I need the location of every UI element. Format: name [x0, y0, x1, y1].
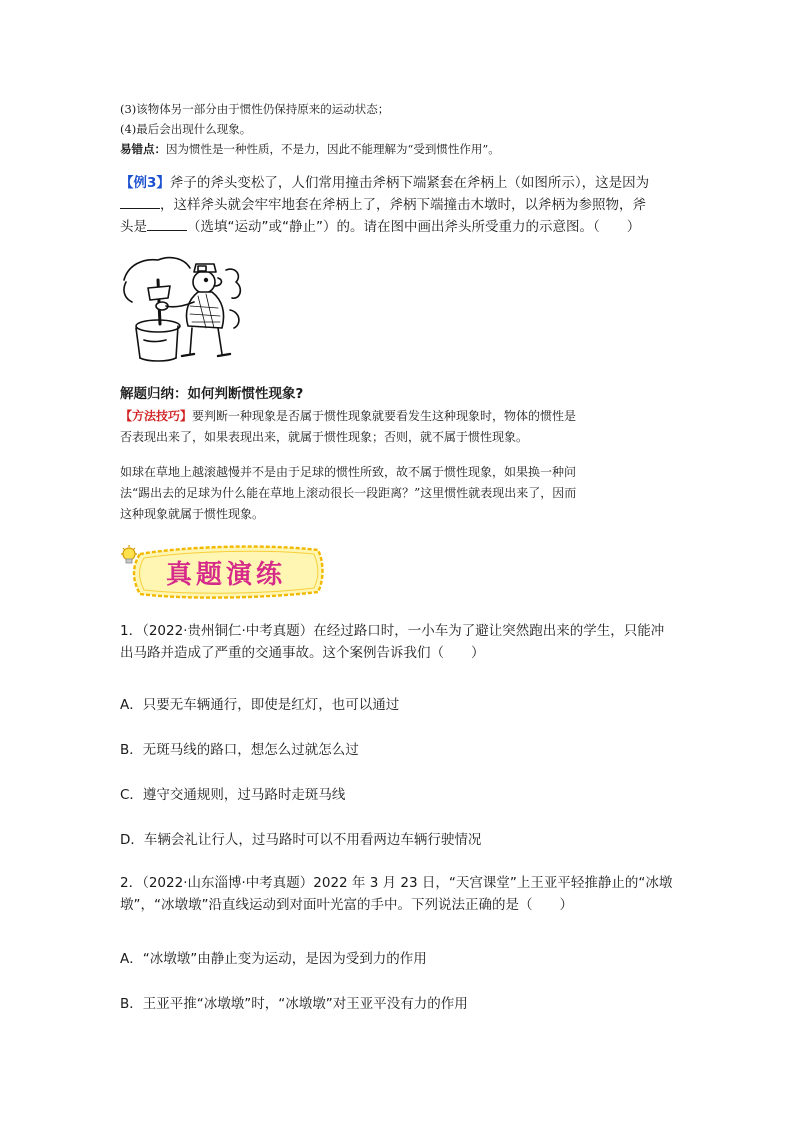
- method-line-1: 要判断一种现象是否属于惯性现象就要看发生这种现象时，物体的惯性是: [192, 409, 577, 423]
- summary-paragraph: [120, 462, 680, 525]
- q1-stem-line-2: 出马路并造成了严重的交通事故。这个案例告诉我们（ ）: [120, 645, 485, 661]
- example-line-2: ，这样斧头就会牢牢地套在斧柄上了，斧柄下端撞击木墩时，以斧柄为参照物，斧: [160, 197, 646, 213]
- para-line-1: 如球在草地上越滚越慢并不是由于足球的惯性所致，故不属于惯性现象，如果换一种问: [120, 465, 577, 479]
- example-line-1: 斧子的斧头变松了，人们常用撞击斧柄下端紧套在斧柄上（如图所示），这是因为: [169, 175, 650, 191]
- pitfall-text: 因为惯性是一种性质，不是力，因此不能理解为“受到惯性作用”。: [166, 142, 500, 156]
- answer-blank-2[interactable]: [147, 216, 187, 231]
- q1-option-a[interactable]: A．只要无车辆通行，即使是红灯，也可以通过: [120, 697, 400, 713]
- example-line-3: （选填“运动”或“静止”）的。请在图中画出斧头所受重力的示意图。（ ）: [187, 219, 641, 235]
- answer-blank-1[interactable]: [120, 194, 160, 209]
- summary-title: 解题归纳：如何判断惯性现象?: [120, 386, 304, 402]
- q1-stem-line-1: 1．（2022·贵州铜仁·中考真题）在经过路口时，一小车为了避让突然跑出来的学生，只能冲: [120, 623, 665, 639]
- q1-option-c[interactable]: C．遵守交通规则，过马路时走斑马线: [120, 787, 346, 803]
- q2-option-a[interactable]: A．“冰墩墩”由静止变为运动，是因为受到力的作用: [120, 951, 427, 967]
- q2-stem-line-1: 2．（2022·山东淄博·中考真题）2022 年 3 月 23 日，“天宫课堂”上王亚平轻推静止的“冰墩: [120, 875, 673, 891]
- section-banner: [118, 540, 328, 604]
- question-1-stem: [120, 620, 690, 664]
- q1-option-d[interactable]: D．车辆会礼让行人，过马路时可以不用看两边车辆行驶情况: [120, 832, 482, 848]
- q1-option-b[interactable]: B．无斑马线的路口，想怎么过就怎么过: [120, 742, 359, 758]
- lightbulb-icon: [118, 544, 140, 566]
- para-line-2: 法“踢出去的足球为什么能在草地上滚动很长一段距离？”这里惯性就表现出来了，因而: [120, 486, 577, 500]
- example-line-3-prefix: 头是: [120, 219, 147, 235]
- method-tag: 【方法技巧】: [120, 409, 193, 423]
- note-item-4: (4)最后会出现什么现象。: [120, 122, 252, 136]
- method-line-2: 否表现出来了，如果表现出来，就属于惯性现象；否则，就不属于惯性现象。: [120, 430, 529, 444]
- pitfall-label: 易错点：: [120, 142, 166, 156]
- q2-option-b[interactable]: B．王亚平推“冰墩墩”时，“冰墩墩”对王亚平没有力的作用: [120, 996, 468, 1012]
- example-3: [120, 172, 680, 238]
- question-2-stem: [120, 872, 690, 916]
- banner-title: 真题演练: [166, 560, 287, 590]
- method-tips: [120, 406, 680, 448]
- axe-illustration: [118, 250, 248, 370]
- example-tag: 【例3】: [120, 175, 170, 191]
- para-line-3: 这种现象就属于惯性现象。: [120, 507, 265, 521]
- q2-stem-line-2: 墩”，“冰墩墩”沿直线运动到对面叶光富的手中。下列说法正确的是（ ）: [120, 897, 573, 913]
- note-item-3: (3)该物体另一部分由于惯性仍保持原来的运动状态；: [120, 102, 390, 116]
- pitfall-note: [120, 140, 500, 158]
